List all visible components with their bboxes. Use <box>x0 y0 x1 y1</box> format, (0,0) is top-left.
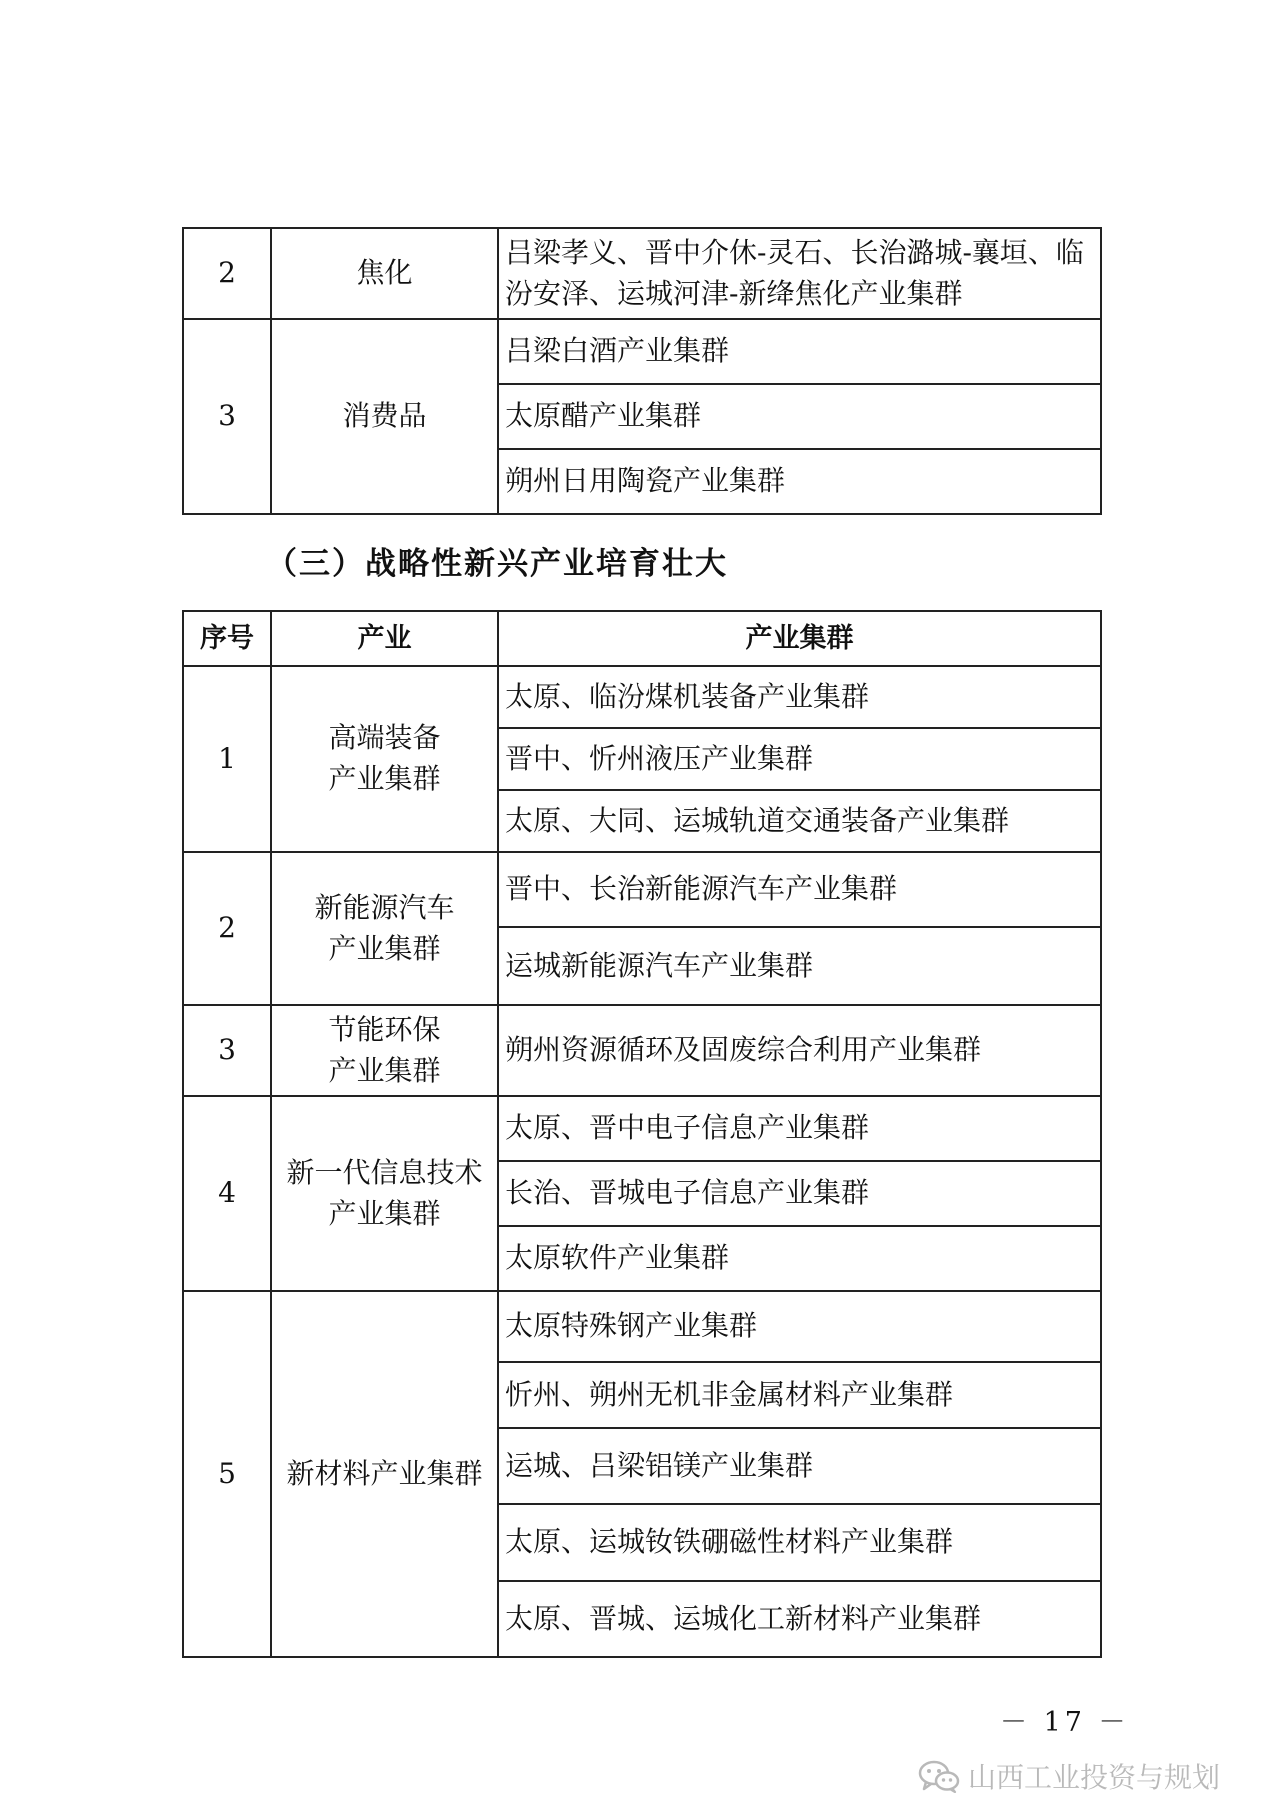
industry-name: 消费品 <box>271 319 498 514</box>
strategic-emerging-cluster-table <box>182 610 1102 1658</box>
cluster-name: 太原软件产业集群 <box>498 1226 1101 1291</box>
cluster-name: 太原特殊钢产业集群 <box>498 1291 1101 1362</box>
watermark-text: 山西工业投资与规划 <box>968 1761 1221 1794</box>
table-header-row <box>183 611 1101 666</box>
page-number: － 17 － <box>1000 1707 1130 1738</box>
industry-name <box>271 852 498 1005</box>
industry-name-text: 节能环保产业集群 <box>328 1012 441 1087</box>
industry-name: 焦化 <box>271 228 498 319</box>
watermark <box>918 1756 1220 1796</box>
row-number: 3 <box>183 319 271 514</box>
row-number: 1 <box>183 666 271 852</box>
industry-name-text: 新能源汽车产业集群 <box>314 890 455 965</box>
cluster-name: 吕梁白酒产业集群 <box>498 319 1101 384</box>
table-row <box>183 852 1101 927</box>
cluster-name: 朔州资源循环及固废综合利用产业集群 <box>498 1005 1101 1096</box>
cluster-name: 晋中、忻州液压产业集群 <box>498 728 1101 790</box>
column-header-number: 序号 <box>183 611 271 666</box>
table-row <box>183 228 1101 319</box>
cluster-name: 吕梁孝义、晋中介休-灵石、长治潞城-襄垣、临汾安泽、运城河津-新绛焦化产业集群 <box>498 228 1101 319</box>
row-number: 2 <box>183 852 271 1005</box>
table-row <box>183 1291 1101 1362</box>
row-number: 4 <box>183 1096 271 1291</box>
cluster-name: 忻州、朔州无机非金属材料产业集群 <box>498 1362 1101 1428</box>
row-number: 5 <box>183 1291 271 1657</box>
industry-name-text: 新一代信息技术产业集群 <box>286 1155 483 1230</box>
table-row <box>183 1096 1101 1161</box>
table-row <box>183 319 1101 384</box>
cluster-name: 太原、运城钕铁硼磁性材料产业集群 <box>498 1504 1101 1581</box>
industry-name <box>271 1096 498 1291</box>
cluster-name: 太原、临汾煤机装备产业集群 <box>498 666 1101 728</box>
column-header-clusters: 产业集群 <box>498 611 1101 666</box>
industry-name: 新材料产业集群 <box>271 1291 498 1657</box>
cluster-name: 太原、晋中电子信息产业集群 <box>498 1096 1101 1161</box>
cluster-name: 太原、大同、运城轨道交通装备产业集群 <box>498 790 1101 852</box>
table-row <box>183 666 1101 728</box>
table-row <box>183 1005 1101 1096</box>
industry-name <box>271 1005 498 1096</box>
column-header-industry: 产业 <box>271 611 498 666</box>
cluster-name: 晋中、长治新能源汽车产业集群 <box>498 852 1101 927</box>
industry-name <box>271 666 498 852</box>
cluster-name: 长治、晋城电子信息产业集群 <box>498 1161 1101 1226</box>
cluster-name: 朔州日用陶瓷产业集群 <box>498 449 1101 514</box>
wechat-icon <box>918 1759 960 1793</box>
industry-name-text: 高端装备产业集群 <box>328 721 441 795</box>
cluster-name: 太原醋产业集群 <box>498 384 1101 449</box>
cluster-name: 运城新能源汽车产业集群 <box>498 927 1101 1005</box>
row-number: 2 <box>183 228 271 319</box>
cluster-name: 太原、晋城、运城化工新材料产业集群 <box>498 1581 1101 1657</box>
cluster-table-continued <box>182 227 1102 515</box>
row-number: 3 <box>183 1005 271 1096</box>
section-heading: （三）战略性新兴产业培育壮大 <box>266 546 728 582</box>
cluster-name: 运城、吕梁铝镁产业集群 <box>498 1428 1101 1504</box>
